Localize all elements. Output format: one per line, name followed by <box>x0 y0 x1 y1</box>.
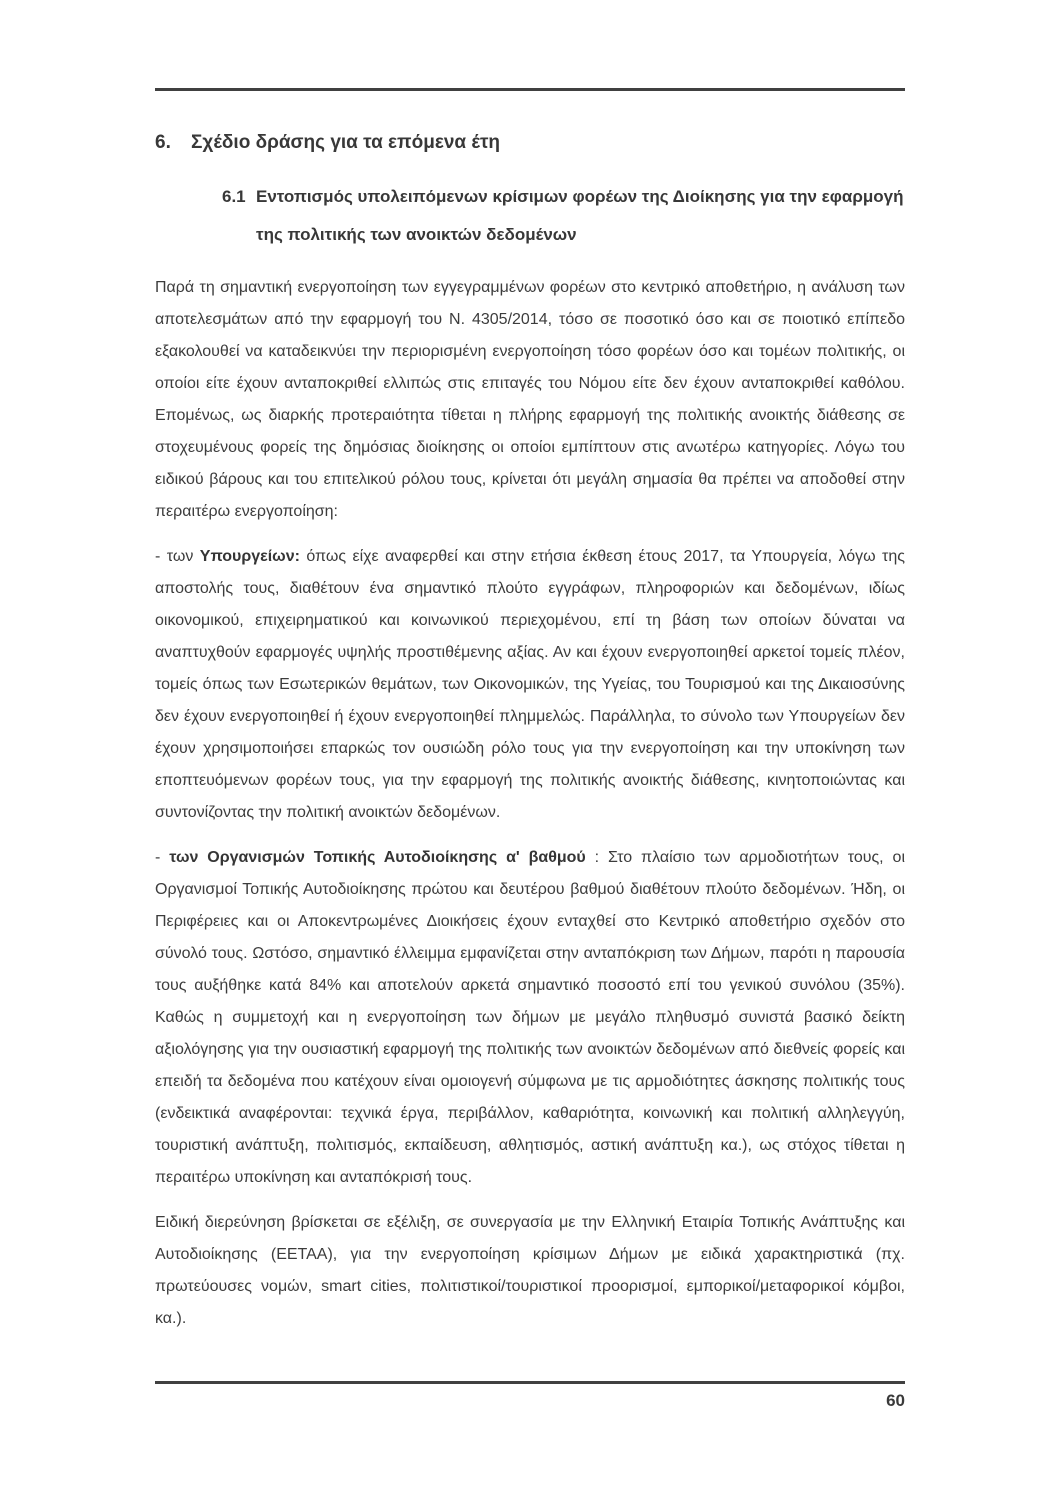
subsection-heading <box>222 178 912 254</box>
subsection-title: Εντοπισμός υπολειπόμενων κρίσιμων φορέων της Διοίκησης για την εφαρμογή της πολιτικής των ανοικτών δεδομένων <box>256 187 904 244</box>
paragraph-intro <box>155 272 905 528</box>
section-title: Σχέδιο δράσης για τα επόμενα έτη <box>191 132 501 153</box>
subsection-number: 6.1 <box>222 187 246 206</box>
paragraph-text: Παρά τη σημαντική ενεργοποίηση των εγγεγραμμένων φορέων στο κεντρικό αποθετήριο, η ανάλυση των αποτελεσμάτων από την εφαρμογή του Ν. 4305/2014, τόσο σε ποσοτικό όσο και σε ποιοτικό επίπεδο εξακολουθεί να καταδεικνύει την περιορισμένη ενεργοποίηση τόσο φορέων όσο και τομέων πολιτικής, οι οποίοι είτε έχουν ανταποκριθεί ελλιπώς στις επιταγές του Νόμου είτε δεν έχουν ανταποκριθεί καθόλου. Επομένως, ως διαρκής προτεραιότητα τίθεται η πλήρης εφαρμογή της πολιτικής ανοικτής διάθεσης σε στοχευμένους φορείς της δημόσιας διοίκησης οι οποίοι εμπίπτουν στις ανωτέρω κατηγορίες. Λόγω του ειδικού βάρους και του επιτελικού ρόλου τους, κρίνεται ότι μεγάλη σημασία θα πρέπει να αποδοθεί στην περαιτέρω ενεργοποίηση: <box>155 279 905 520</box>
paragraph-bold-lead: Υπουργείων: <box>199 548 300 565</box>
paragraph-text: όπως είχε αναφερθεί και στην ετήσια έκθεση έτους 2017, τα Υπουργεία, λόγω της αποστολής τους, διαθέτουν ένα σημαντικό πλούτο εγγράφων, πληροφοριών και δεδομένων, ιδίως οικονομικού, επιχειρηματικού και κοινωνικού περιεχομένου, επί τη βάση των οποίων δύναται να αναπτυχθούν εφαρμογές υψηλής προστιθέμενης αξίας. Αν και έχουν ενεργοποιηθεί αρκετοί τομείς πλέον, τομείς όπως των Εσωτερικών θεμάτων, των Οικονομικών, της Υγείας, του Τουρισμού και της Δικαιοσύνης δεν έχουν ενεργοποιηθεί ή έχουν ενεργοποιηθεί πλημμελώς. Παράλληλα, το σύνολο των Υπουργείων δεν έχουν χρησιμοποιήσει επαρκώς τον ουσιώδη ρόλο τους για την ενεργοποίηση και την υποκίνηση των εποπτευόμενων φορέων τους, για την εφαρμογή της πολιτικής ανοικτής διάθεσης, κινητοποιώντας και συντονίζοντας την πολιτική ανοικτών δεδομένων. <box>155 548 905 821</box>
paragraph-ministries <box>155 541 905 829</box>
paragraph-text: : Στο πλαίσιο των αρμοδιοτήτων τους, οι Οργανισμοί Τοπικής Αυτοδιοίκησης πρώτου και δευτέρου βαθμού διαθέτουν πλούτο δεδομένων. Ήδη, οι Περιφέρειες και οι Αποκεντρωμένες Διοικήσεις έχουν ενταχθεί στο Κεντρικό αποθετήριο σχεδόν στο σύνολό τους. Ωστόσο, σημαντικό έλλειμμα εμφανίζεται στην ανταπόκριση των Δήμων, παρότι η παρουσία τους αυξήθηκε κατά 84% και αποτελούν αρκετά σημαντικό ποσοστό επί του γενικού συνόλου (35%). Καθώς η συμμετοχή και η ενεργοποίηση των δήμων με μεγάλο πληθυσμό συνιστά βασικό δείκτη αξιολόγησης για την ουσιαστική εφαρμογή της πολιτικής των ανοικτών δεδομένων από διεθνείς φορείς και επειδή τα δεδομένα που κατέχουν είναι ομοιογενή σύμφωνα με τις αρμοδιότητες άσκησης πολιτικής τους (ενδεικτικά αναφέρονται: τεχνικά έργα, περιβάλλον, καθαριότητα, κοινωνική και πολιτική αλληλεγγύη, τουριστική ανάπτυξη, πολιτισμός, εκπαίδευση, αθλητισμός, αστική ανάπτυξη κα.), ως στόχος τίθεται η περαιτέρω υποκίνηση και ανταπόκρισή τους. <box>155 849 906 1186</box>
header-rule <box>155 88 905 91</box>
body-text <box>155 272 905 1348</box>
footer-rule <box>155 1381 905 1384</box>
paragraph-prefix: - των <box>155 548 200 565</box>
paragraph-bold-lead: των Οργανισμών Τοπικής Αυτοδιοίκησης α' βαθμού <box>169 849 586 866</box>
section-number: 6. <box>155 132 171 153</box>
section-heading <box>155 130 905 156</box>
paragraph-local-government <box>155 842 905 1194</box>
paragraph-prefix: - <box>155 849 170 866</box>
paragraph-text: Ειδική διερεύνηση βρίσκεται σε εξέλιξη, σε συνεργασία με την Ελληνική Εταιρία Τοπικής Ανάπτυξης και Αυτοδιοίκησης (ΕΕΤΑΑ), για την ενεργοποίηση κρίσιμων Δήμων με ειδικά χαρακτηριστικά (πχ. πρωτεύουσες νομών, smart cities, πολιτιστικοί/τουριστικοί προορισμοί, εμπορικοί/μεταφορικοί κόμβοι, κα.). <box>155 1214 905 1327</box>
page-number: 60 <box>886 1391 905 1410</box>
paragraph-eetaa <box>155 1207 905 1335</box>
